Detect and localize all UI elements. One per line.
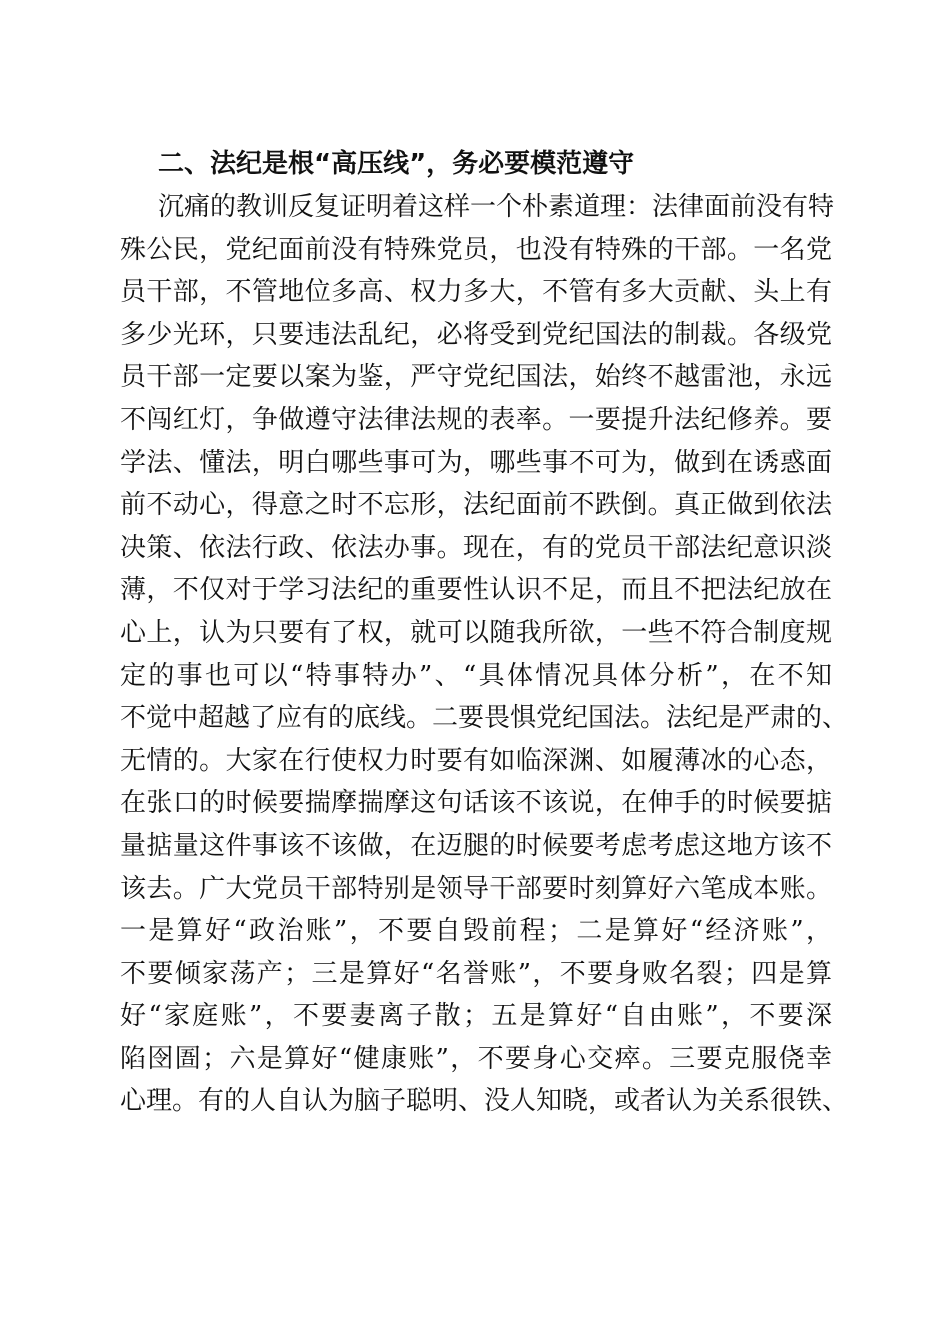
section-heading: 二、法纪是根“高压线”，务必要模范遵守 [158,149,635,179]
paragraph-line: 员干部，不管地位多高、权力多大，不管有多大贡献、头上有 [120,277,832,308]
paragraph-line: 沉痛的教训反复证明着这样一个朴素道理：法律面前没有特 [158,192,835,222]
paragraph-line: 好“家庭账”，不要妻离子散；五是算好“自由账”，不要深 [120,1001,832,1032]
paragraph-line: 定的事也可以“特事特办”、“具体情况具体分析”，在不知 [120,660,832,691]
paragraph-line: 不觉中超越了应有的底线。二要畏惧党纪国法。法纪是严肃的、 [120,703,849,734]
paragraph-line: 学法、懂法，明白哪些事可为，哪些事不可为，做到在诱惑面 [120,447,832,478]
paragraph-line: 多少光环，只要违法乱纪，必将受到党纪国法的制裁。各级党 [120,319,832,350]
paragraph-line: 无情的。大家在行使权力时要有如临深渊、如履薄冰的心态， [120,745,832,776]
paragraph-line: 陷囹圄；六是算好“健康账”，不要身心交瘁。三要克服侥幸 [120,1043,832,1074]
paragraph-line: 心上，认为只要有了权，就可以随我所欲，一些不符合制度规 [120,617,832,648]
paragraph-line: 一是算好“政治账”，不要自毁前程；二是算好“经济账”， [120,916,832,947]
paragraph-line: 决策、依法行政、依法办事。现在，有的党员干部法纪意识淡 [120,532,832,563]
paragraph-line: 该去。广大党员干部特别是领导干部要时刻算好六笔成本账。 [120,873,832,904]
paragraph-line: 不要倾家荡产；三是算好“名誉账”，不要身败名裂；四是算 [120,958,832,989]
paragraph-line: 在张口的时候要揣摩揣摩这句话该不该说，在伸手的时候要掂 [120,788,832,819]
paragraph-line: 殊公民，党纪面前没有特殊党员，也没有特殊的干部。一名党 [120,234,832,265]
paragraph-line: 心理。有的人自认为脑子聪明、没人知晓，或者认为关系很铁、 [120,1086,849,1117]
paragraph-line: 前不动心，得意之时不忘形，法纪面前不跌倒。真正做到依法 [120,490,832,521]
paragraph-line: 薄，不仅对于学习法纪的重要性认识不足，而且不把法纪放在 [120,575,832,606]
paragraph-line: 不闯红灯，争做遵守法律法规的表率。一要提升法纪修养。要 [120,404,832,435]
paragraph-line: 员干部一定要以案为鉴，严守党纪国法，始终不越雷池，永远 [120,362,832,393]
paragraph-line: 量掂量这件事该不该做，在迈腿的时候要考虑考虑这地方该不 [120,830,832,861]
body-paragraph [120,186,849,1123]
